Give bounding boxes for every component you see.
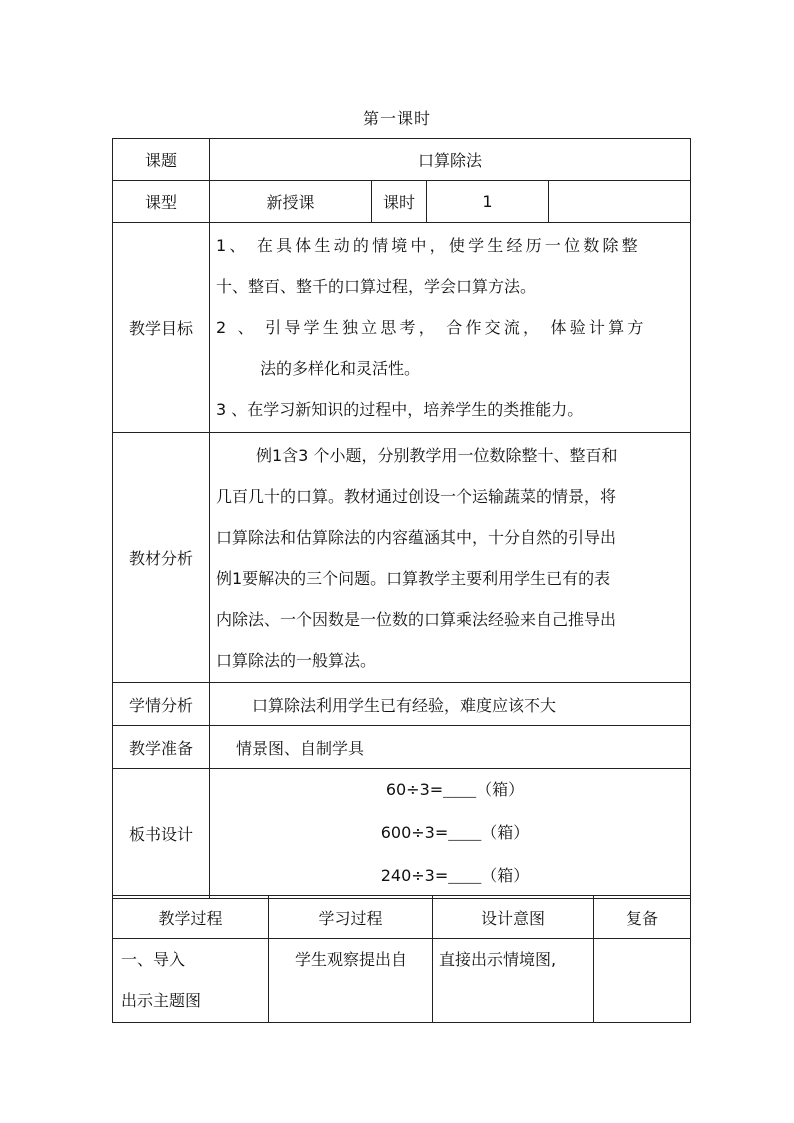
type-row [113, 181, 691, 223]
process-step-line: 出示主题图 [121, 991, 202, 1010]
analysis-row [113, 433, 691, 683]
board-equation [210, 855, 690, 898]
analysis-line: 例1含3 个小题，分别教学用一位数除整十、整百和 [256, 445, 618, 465]
goal-line: 2 、 引导学生独立思考， 合作交流， 体验计算方 [216, 318, 647, 337]
process-header: 设计意图 [433, 896, 594, 939]
board-blank: ______ [448, 871, 482, 884]
board-label: 板书设计 [113, 769, 210, 899]
learner-label: 学情分析 [113, 683, 210, 726]
process-header: 教学过程 [113, 896, 269, 939]
analysis-label: 教材分析 [113, 433, 210, 683]
learner-row [113, 683, 691, 726]
goal-line: 1、 在具体生动的情境中，使学生经历一位数除整 [216, 236, 641, 255]
goal-line: 3 、在学习新知识的过程中，培养学生的类推能力。 [216, 400, 584, 419]
goals-cell [210, 223, 691, 433]
goal-line: 法的多样化和灵活性。 [260, 359, 421, 378]
board-equation [210, 812, 690, 855]
board-expression: 240÷3= [380, 866, 449, 885]
hours-value: 1 [427, 181, 549, 223]
review-cell [594, 939, 691, 1023]
goal-line: 十、整百、整千的口算过程，学会口算方法。 [216, 277, 537, 296]
lesson-plan-table [112, 138, 691, 899]
board-expression: 600÷3= [380, 823, 449, 842]
board-unit: （箱） [481, 823, 530, 842]
intent-cell [433, 939, 594, 1023]
prep-value: 情景图、自制学具 [210, 726, 691, 769]
topic-row [113, 139, 691, 181]
board-cell [210, 769, 691, 899]
analysis-line: 内除法、一个因数是一位数的口算乘法经验来自己推导出 [216, 609, 617, 629]
process-header-row [113, 896, 691, 939]
board-row [113, 769, 691, 899]
process-header: 复备 [594, 896, 691, 939]
hours-label: 课时 [372, 181, 427, 223]
analysis-line: 口算除法和估算除法的内容蕴涵其中，十分自然的引导出 [216, 527, 617, 547]
intent-line: 直接出示情境图, [439, 950, 557, 969]
prep-label: 教学准备 [113, 726, 210, 769]
type-label: 课型 [113, 181, 210, 223]
board-blank: ______ [448, 828, 482, 841]
page-title: 第一课时 [362, 109, 431, 128]
goals-row [113, 223, 691, 433]
analysis-line: 口算除法的一般算法。 [216, 650, 377, 670]
board-equation [210, 769, 690, 812]
analysis-cell [210, 433, 691, 683]
analysis-line: 例1要解决的三个问题。口算教学主要利用学生已有的表 [216, 568, 611, 588]
process-header: 学习过程 [269, 896, 433, 939]
type-value: 新授课 [210, 181, 372, 223]
analysis-line: 几百几十的口算。教材通过创设一个运输蔬菜的情景，将 [216, 486, 617, 506]
board-blank: ______ [443, 785, 477, 798]
hours-extra [549, 181, 691, 223]
process-step-cell [113, 939, 269, 1023]
process-row [113, 939, 691, 1023]
goals-label: 教学目标 [113, 223, 210, 433]
learning-line: 学生观察提出自 [295, 950, 408, 969]
topic-value: 口算除法 [210, 139, 691, 181]
learner-value: 口算除法利用学生已有经验，难度应该不大 [210, 683, 691, 726]
prep-row [113, 726, 691, 769]
learning-cell [269, 939, 433, 1023]
process-step-line: 一、导入 [121, 950, 186, 969]
board-expression: 60÷3= [385, 780, 444, 799]
board-unit: （箱） [476, 780, 525, 799]
topic-label: 课题 [113, 139, 210, 181]
board-unit: （箱） [481, 866, 530, 885]
process-table [112, 895, 691, 1023]
